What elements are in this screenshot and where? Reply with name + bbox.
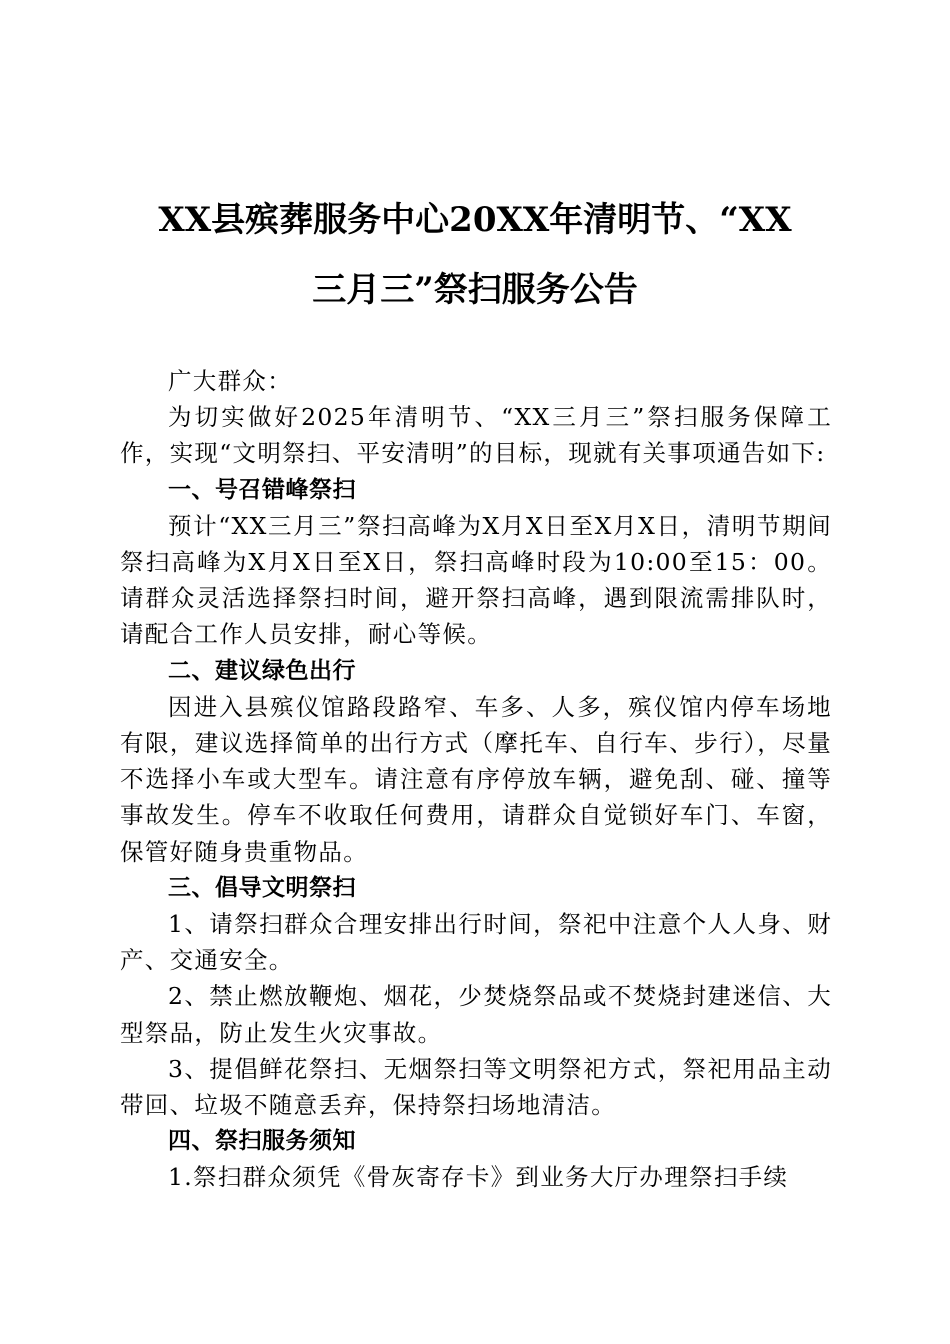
section-3-paragraph-2: 2、禁止燃放鞭炮、烟花，少焚烧祭品或不焚烧封建迷信、大型祭品，防止发生火灾事故。	[120, 982, 832, 1047]
document-body	[120, 363, 832, 1196]
section-heading-1: 一、号召错峰祭扫	[168, 476, 356, 503]
salutation: 广大群众：	[168, 367, 292, 395]
section-4-paragraph-1: 1.祭扫群众须凭《骨灰寄存卡》到业务大厅办理祭扫手续	[168, 1163, 789, 1192]
section-heading-2: 二、建议绿色出行	[168, 657, 356, 684]
section-3-paragraph-3: 3、提倡鲜花祭扫、无烟祭扫等文明祭祀方式，祭祀用品主动带回、垃圾不随意丢弃，保持祭扫场地清洁。	[120, 1054, 832, 1120]
section-heading-3: 三、倡导文明祭扫	[168, 874, 356, 901]
section-3-paragraph-1: 1、请祭扫群众合理安排出行时间，祭祀中注意个人人身、财产、交通安全。	[120, 910, 832, 975]
section-2-paragraph-1: 因进入县殡仪馆路段路窄、车多、人多，殡仪馆内停车场地有限，建议选择简单的出行方式（摩托车、自行车、步行），尽量不选择小车或大型车。请注意有序停放车辆，避免刮、碰、撞等事故发生。停车不收取任何费用，请群众自觉锁好车门、车窗，保管好随身贵重物品。	[120, 692, 832, 866]
intro-paragraph: 为切实做好2025年清明节、“XX三月三”祭扫服务保障工作，实现“文明祭扫、平安清明”的目标，现就有关事项通告如下:	[120, 403, 832, 468]
document-title-line-1: XX县殡葬服务中心20XX年清明节、“XX	[158, 200, 792, 240]
document-title-line-2: 三月三”祭扫服务公告	[312, 270, 638, 310]
section-1-paragraph-1: 预计“XX三月三”祭扫高峰为X月X日至X月X日，清明节期间祭扫高峰为X月X日至X日，祭扫高峰时段为10:00至15：00。请群众灵活选择祭扫时间，避开祭扫高峰，遇到限流需排队时，请配合工作人员安排，耐心等候。	[120, 511, 832, 649]
section-heading-4: 四、祭扫服务须知	[168, 1128, 356, 1155]
